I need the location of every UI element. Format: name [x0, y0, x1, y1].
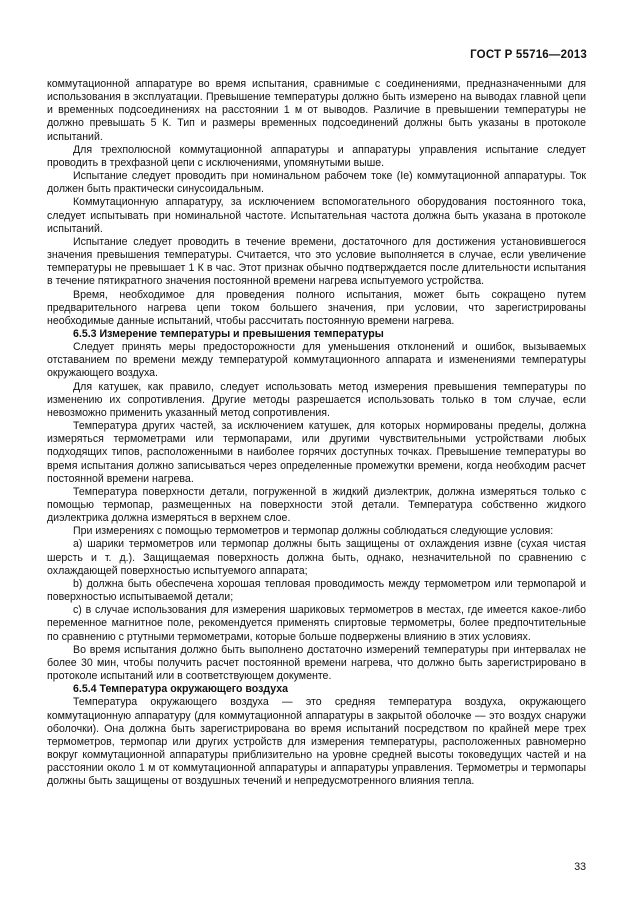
paragraph: Испытание следует проводить при номинальном рабочем токе (Ie) коммутационной аппаратуры. Ток должен быть практически синусоидальным. [47, 170, 586, 196]
paragraph: коммутационной аппаратуре во время испытания, сравнимые с соединениями, предназначенными для использования в эксплуатации. Превышение температуры должно быть измерено на выводах главной цепи и временных подсоединениях на расстоянии 1 м от выводов. Различие в превышении температуры не должно превышать 5 К. Тип и размеры временных подсоединений должны быть указаны в протоколе испытаний. [47, 78, 586, 143]
list-item: b) должна быть обеспечена хорошая тепловая проводимость между термометром или термопарой и поверхностью испытываемой детали; [47, 577, 586, 604]
paragraph: Температура других частей, за исключением катушек, для которых нормированы пределы, должна измеряться термометрами или термопарами, или другими чувствительными устройствами любых подходящих типов, расположенными в наиболее горячих доступных точках. Превышение температуры во время испытания должно записываться через определенные промежутки времени, когда необходим расчет постоянной времени нагрева. [47, 420, 586, 485]
paragraph: Следует принять меры предосторожности для уменьшения отклонений и ошибок, вызываемых отставанием по времени между температурой коммутационного аппарата и изменениями температуры окружающего воздуха. [47, 341, 586, 380]
section-heading: 6.5.3 Измерение температуры и превышения температуры [73, 327, 384, 340]
paragraph: Время, необходимое для проведения полного испытания, может быть сокращено путем предварительного нагрева цепи током большего значения, при условии, что зарегистрированы необходимые данные испытаний, чтобы рассчитать постоянную времени нагрева. [47, 288, 586, 327]
list-item: с) в случае использования для измерения шариковых термометров в местах, где имеется какое-либо переменное магнитное поле, рекомендуется применять спиртовые термометры, более предпочтительные по сравнению с ртутными термометрами, которые больше подвержены влиянию в этих условиях. [47, 604, 586, 643]
page-number: 33 [574, 861, 586, 873]
document-header: ГОСТ Р 55716—2013 [470, 49, 587, 61]
paragraph: Для трехполюсной коммутационной аппаратуры и аппаратуры управления испытание следует проводить в трехфазной цепи с исключениями, упомянутыми выше. [47, 143, 586, 169]
paragraph: Температура окружающего воздуха — это средняя температура воздуха, окружающего коммутационную аппаратуру (для коммутационной аппаратуры в закрытой оболочке — это воздух снаружи оболочки). Она должна быть зарегистрирована во время испытаний посредством по крайней мере трех термометров, термопар или других устройств для измерения температуры, расположенных равномерно вокруг коммутационной аппаратуры приблизительно на уровне средней высоты токоведущих частей и на расстоянии около 1 м от коммутационной аппаратуры и аппаратуры управления. Термометры и термопары должны быть защищены от воздушных течений и непредусмотренного влияния тепла. [47, 696, 586, 788]
paragraph: Во время испытания должно быть выполнено достаточно измерений температуры при интервалах не более 30 мин, чтобы получить расчет постоянной времени нагрева, что должно быть зарегистрировано в протоколе испытаний или в соответствующем документе. [47, 643, 586, 683]
paragraph: Коммутационную аппаратуру, за исключением вспомогательного оборудования постоянного тока, следует испытывать при номинальной частоте. Испытательная частота должна быть указана в протоколе испытаний. [47, 196, 586, 235]
section-heading: 6.5.4 Температура окружающего воздуха [73, 683, 289, 696]
paragraph: Температура поверхности детали, погруженной в жидкий диэлектрик, должна измеряться только с помощью термопар, размещенных на поверхности этой детали. Температура собственно жидкого диэлектрика должна измеряться в верхнем слое. [47, 485, 586, 525]
paragraph: При измерениях с помощью термометров и термопар должны соблюдаться следующие условия: [73, 525, 554, 538]
document-body [47, 78, 586, 788]
paragraph: Испытание следует проводить в течение времени, достаточного для достижения установившегося значения превышения температуры. Считается, что это условие выполняется в случае, если увеличение температуры не превышает 1 К в час. Этот признак обычно подтверждается после длительности испытания в течение пятикратного значения постоянной времени нагрева испытуемого устройства. [47, 235, 586, 288]
list-item: а) шарики термометров или термопар должны быть защищены от охлаждения извне (сухая чистая шерсть и т. д.). Защищаемая поверхность должна быть, однако, незначительной по сравнению с охлаждающей поверхностью испытуемого аппарата; [47, 538, 586, 577]
paragraph: Для катушек, как правило, следует использовать метод измерения превышения температуры по изменению их сопротивления. Другие методы разрешается использовать только в том случае, если невозможно применить указанный метод сопротивления. [47, 380, 586, 419]
